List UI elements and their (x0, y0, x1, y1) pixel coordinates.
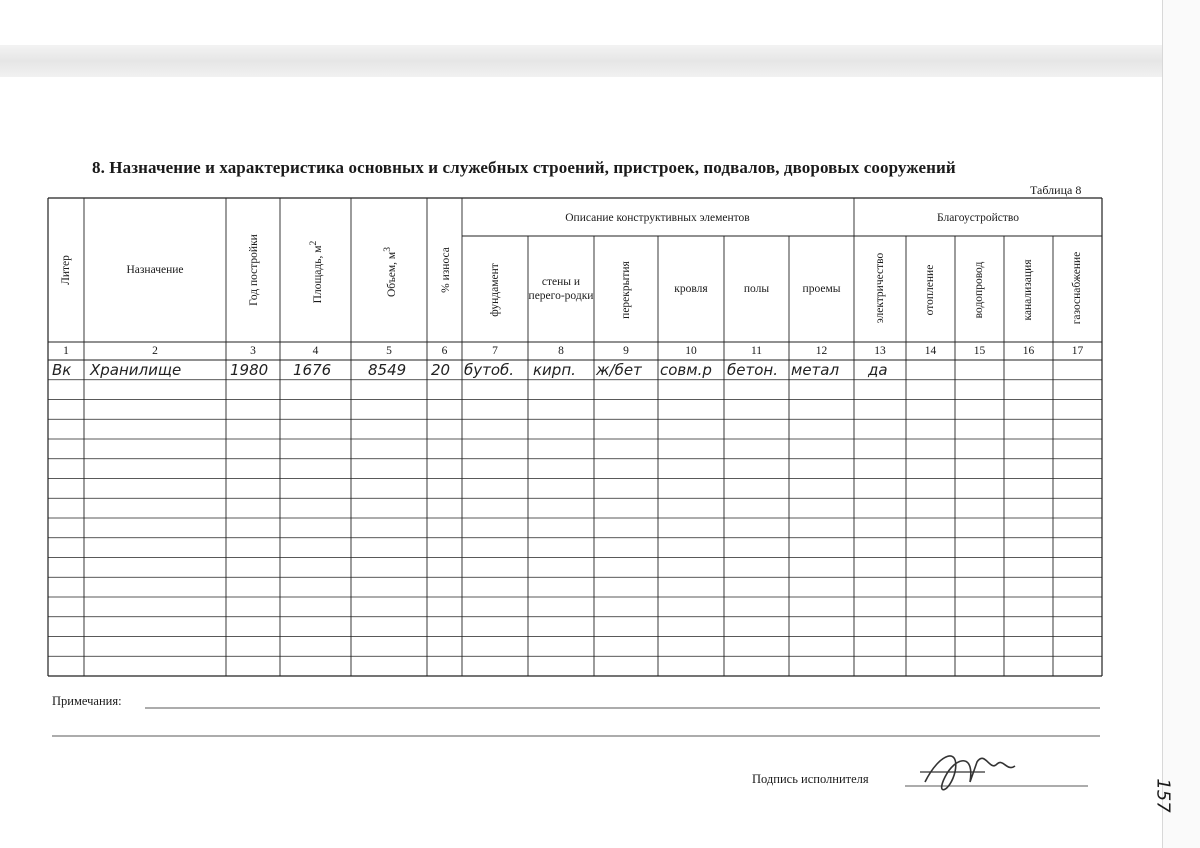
column-number: 7 (492, 345, 498, 357)
col-header-purpose: Назначение (126, 264, 184, 276)
notes-label: Примечания: (52, 694, 122, 708)
row1-openings: метал (791, 361, 840, 379)
group-header-construct: Описание конструктивных элементов (565, 212, 750, 224)
col-header-walls: стены и перего-родки (528, 276, 594, 302)
row1-year: 1980 (230, 361, 269, 379)
col-header-gas: газоснабжение (1071, 251, 1083, 325)
column-number: 6 (441, 345, 448, 357)
col-header-floors-ceil: перекрытия (620, 261, 632, 319)
row1-roof: совм.р (660, 361, 712, 379)
row1-electricity: да (868, 361, 888, 379)
row1-walls: кирп. (533, 361, 576, 379)
row1-floors-ceil: ж/бет (596, 361, 642, 379)
col-header-openings: проемы (802, 283, 841, 295)
column-number: 3 (250, 345, 256, 357)
column-number: 16 (1022, 345, 1035, 357)
volume-label: Объем, м (385, 251, 398, 298)
row1-floors: бетон. (727, 361, 778, 379)
row1-foundation: бутоб. (464, 361, 515, 379)
column-number: 2 (152, 345, 158, 357)
row1-volume: 8549 (368, 361, 407, 379)
col-header-roof: кровля (674, 283, 708, 295)
column-number: 14 (924, 345, 937, 357)
col-header-volume (382, 247, 398, 297)
column-number: 4 (312, 345, 319, 357)
column-number: 10 (685, 345, 697, 357)
page-number: 157 (1152, 778, 1174, 813)
col-header-electricity: электричество (874, 252, 886, 324)
group-header-improve: Благоустройство (937, 212, 1019, 224)
col-header-area (308, 241, 324, 304)
col-header-water: водопровод (973, 261, 985, 319)
column-number: 12 (815, 345, 828, 357)
row1-wear: 20 (431, 361, 451, 379)
col-header-liter: Литер (60, 255, 72, 285)
column-number: 1 (63, 345, 69, 357)
col-header-sewer: канализация (1022, 259, 1034, 321)
column-number: 15 (973, 345, 986, 357)
row1-purpose: Хранилище (90, 361, 182, 379)
col-header-wear: % износа (440, 247, 452, 293)
signature-label: Подпись исполнителя (752, 772, 869, 786)
column-number: 17 (1071, 345, 1084, 357)
row1-area: 1676 (293, 361, 332, 379)
col-header-heating: отопление (924, 264, 936, 316)
row1-liter: Вк (52, 361, 72, 379)
area-label: Площадь, м (311, 245, 324, 304)
column-number: 11 (750, 345, 763, 357)
volume-sup: 3 (382, 246, 394, 252)
section-title: 8. Назначение и характеристика основных и служебных строений, пристроек, подвалов, дворовых сооружений (92, 158, 956, 177)
col-header-year: Год постройки (248, 234, 260, 306)
column-number: 9 (623, 345, 629, 357)
column-number: 13 (874, 345, 886, 357)
column-number: 5 (386, 345, 392, 357)
table-label: Таблица 8 (1030, 183, 1082, 197)
column-number: 8 (558, 345, 564, 357)
area-sup: 2 (308, 240, 320, 246)
col-header-foundation: фундамент (489, 263, 501, 317)
col-header-floors: полы (743, 283, 770, 295)
signature-scribble (915, 742, 1025, 802)
